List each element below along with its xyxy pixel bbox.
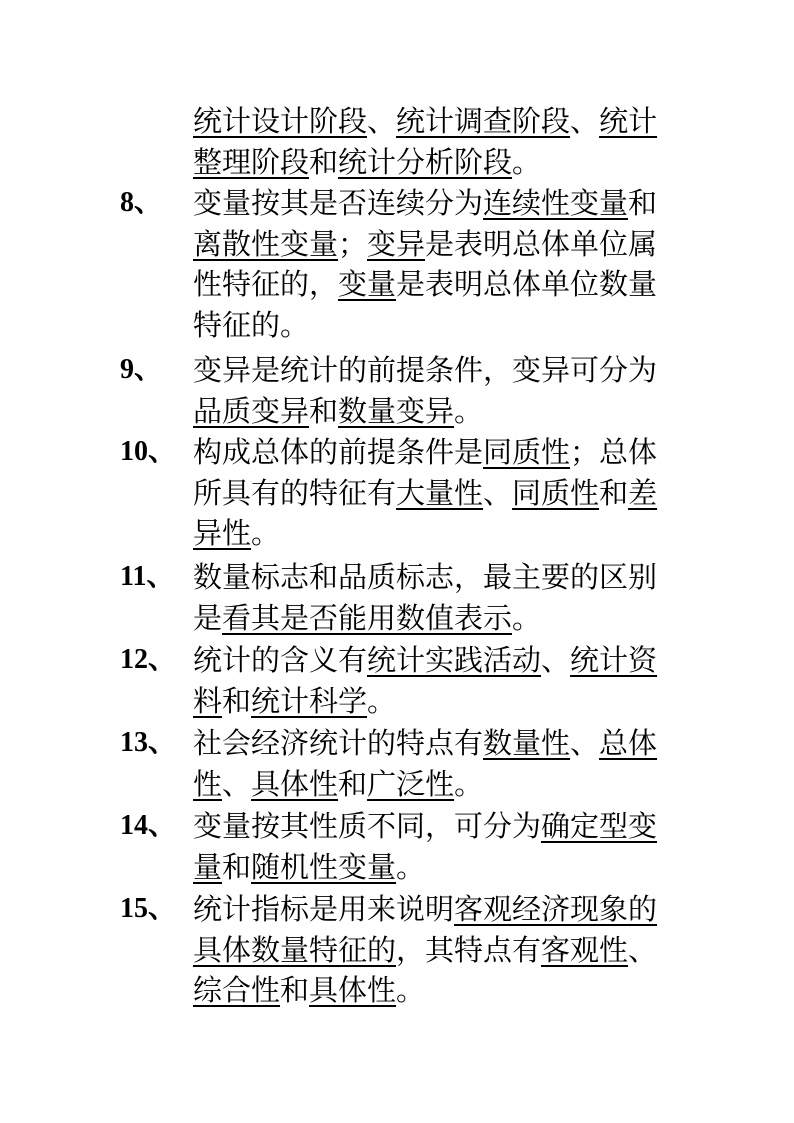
text-segment: 、 [367, 104, 397, 138]
item-text [193, 723, 677, 804]
underlined-answer: 统计资料 [193, 643, 658, 718]
underlined-answer: 连续性变量 [483, 186, 629, 220]
underlined-answer: 大量性 [396, 475, 484, 510]
underlined-answer: 同质性 [512, 475, 600, 510]
text-segment: 变量按其是否连续分为 [193, 186, 484, 220]
text-segment: ，其特点有 [396, 932, 542, 967]
text-segment: 。 [454, 393, 484, 428]
text-segment: 和 [338, 766, 368, 801]
text-segment: 。 [251, 516, 281, 551]
underlined-answer: 统计调查阶段 [396, 104, 571, 138]
underlined-answer: 统计设计阶段 [193, 104, 368, 138]
text-segment: 是表明总体单位属性特征的， [193, 226, 658, 302]
text-segment: 和 [280, 973, 310, 1008]
underlined-answer: 随机性变量 [251, 849, 397, 884]
item-text [193, 183, 677, 345]
item-text [193, 350, 677, 431]
text-segment: 。 [512, 600, 542, 635]
text-segment: ；总体所具有的特征有 [193, 435, 658, 510]
underlined-answer: 客观经济现象的具体数量特征的 [193, 892, 658, 967]
underlined-answer: 同质性 [483, 435, 571, 469]
item-text [193, 640, 677, 721]
text-segment: ； [338, 226, 368, 261]
text-segment: 、 [628, 932, 658, 967]
underlined-answer: 品质变异 [193, 393, 310, 428]
underlined-answer: 具体性 [251, 766, 339, 801]
text-segment: 是表明总体单位数量特征的。 [193, 267, 658, 342]
text-segment: 、 [541, 643, 571, 677]
underlined-answer: 变异 [367, 226, 426, 261]
underlined-answer: 客观性 [541, 932, 629, 967]
underlined-answer: 统计科学 [251, 683, 368, 718]
text-segment: 、 [483, 475, 513, 510]
text-segment: 和 [309, 144, 339, 179]
text-segment: 、 [570, 726, 600, 760]
item-text [193, 101, 677, 182]
item-number: 12、 [120, 644, 177, 675]
item-text [193, 557, 677, 638]
item-number: 9、 [120, 354, 163, 385]
text-segment: 。 [396, 849, 426, 884]
underlined-answer: 数量性 [483, 726, 571, 760]
item-number: 13、 [120, 727, 177, 758]
text-segment: 数量标志和品质标志，最主要的区别是 [193, 560, 658, 635]
underlined-answer: 确定型变量 [193, 809, 658, 884]
text-segment: 变量按其性质不同，可分为 [193, 809, 542, 843]
text-segment: 构成总体的前提条件是 [193, 435, 484, 469]
text-segment: 统计的含义有 [193, 643, 368, 677]
underlined-answer: 统计分析阶段 [338, 144, 513, 179]
text-segment: 和 [309, 393, 339, 428]
item-number: 8、 [120, 187, 163, 218]
underlined-answer: 广泛性 [367, 766, 455, 801]
item-text [193, 889, 677, 1011]
item-number: 15、 [120, 893, 177, 924]
underlined-answer: 具体性 [309, 973, 397, 1008]
text-segment: 。 [454, 766, 484, 801]
text-segment: 和 [222, 849, 252, 884]
item-number: 10、 [120, 436, 177, 467]
underlined-answer: 差异性 [193, 475, 658, 551]
underlined-answer: 离散性变量 [193, 226, 339, 261]
underlined-answer: 总体性 [193, 726, 658, 801]
item-number: 14、 [120, 810, 177, 841]
text-segment: 。 [367, 683, 397, 718]
text-segment: 和 [628, 186, 658, 220]
text-segment: 、 [222, 766, 252, 801]
text-segment: 、 [570, 104, 600, 138]
text-segment: 。 [512, 144, 542, 179]
underlined-answer: 变量 [338, 267, 397, 302]
text-segment: 。 [396, 973, 426, 1008]
text-segment: 变异是统计的前提条件，变异可分为 [193, 353, 658, 387]
underlined-answer: 统计实践活动 [367, 643, 542, 677]
underlined-answer: 数量变异 [338, 393, 455, 428]
item-text [193, 806, 677, 887]
item-number: 11、 [120, 561, 175, 592]
text-segment: 和 [599, 475, 629, 510]
text-segment: 社会经济统计的特点有 [193, 726, 484, 760]
underlined-answer: 综合性 [193, 973, 281, 1008]
text-segment: 和 [222, 683, 252, 718]
underlined-answer: 看其是否能用数值表示 [222, 600, 513, 635]
text-segment: 统计指标是用来说明 [193, 892, 455, 926]
underlined-answer: 统计整理阶段 [193, 104, 658, 179]
item-text [193, 432, 677, 554]
